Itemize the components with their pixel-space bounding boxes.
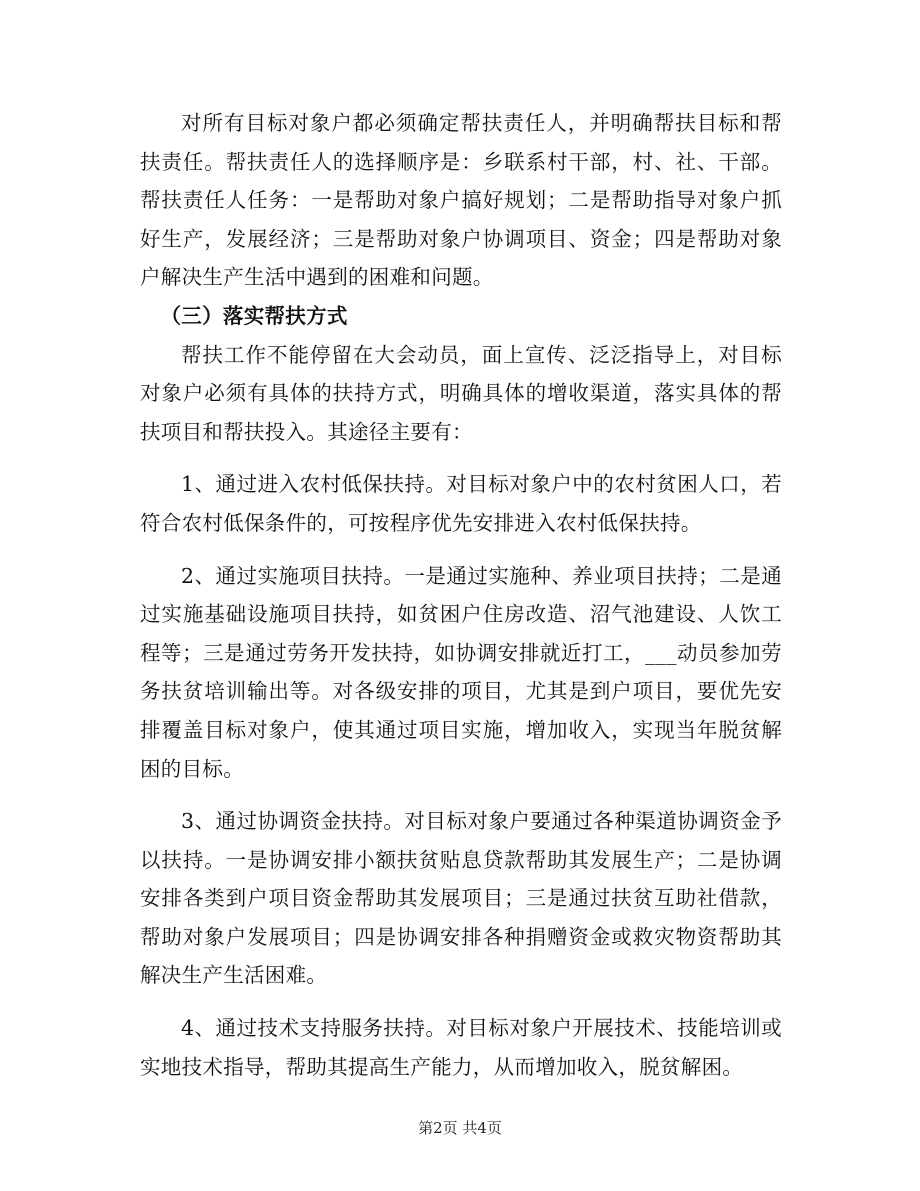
paragraph-responsible-person: 对所有目标对象户都必须确定帮扶责任人，并明确帮扶目标和帮扶责任。帮扶责任人的选择顺序是：乡联系村干部，村、社、干部。帮扶责任人任务：一是帮助对象户搞好规划；二是帮助指导对象户抓好生产，发展经济；三是帮助对象户协调项目、资金；四是帮助对象户解决生产生活中遇到的困难和问题。 [140,111,782,290]
page-number: 第2页 共4页 [418,1119,502,1137]
paragraph-item-1: 1、通过进入农村低保扶持。对目标对象户中的农村贫困人口，若符合农村低保条件的，可按程序优先安排进入农村低保扶持。 [140,472,782,535]
paragraph-item-3: 3、通过协调资金扶持。对目标对象户要通过各种渠道协调资金予以扶持。一是协调安排小额扶贫贴息贷款帮助其发展生产；二是协调安排各类到户项目资金帮助其发展项目；三是通过扶贫互助社借款，帮助对象户发展项目；四是协调安排各种捐赠资金或救灾物资帮助其解决生产生活困难。 [140,809,782,988]
document-body [140,104,782,1086]
section-heading-3: （三）落实帮扶方式 [160,303,348,328]
paragraph-method-intro: 帮扶工作不能停留在大会动员，面上宣传、泛泛指导上，对目标对象户必须有具体的扶持方式，明确具体的增收渠道，落实具体的帮扶项目和帮扶投入。其途径主要有： [140,342,782,444]
paragraph-item-4: 4、通过技术支持服务扶持。对目标对象户开展技术、技能培训或实地技术指导，帮助其提高生产能力，从而增加收入，脱贫解困。 [140,1016,782,1079]
paragraph-item-2: 2、通过实施项目扶持。一是通过实施种、养业项目扶持；二是通过实施基础设施项目扶持，如贫困户住房改造、沼气池建设、人饮工程等；三是通过劳务开发扶持，如协调安排就近打工，___动员参加劳务扶贫培训输出等。对各级安排的项目，尤其是到户项目，要优先安排覆盖目标对象户，使其通过项目实施，增加收入，实现当年脱贫解困的目标。 [140,563,782,781]
